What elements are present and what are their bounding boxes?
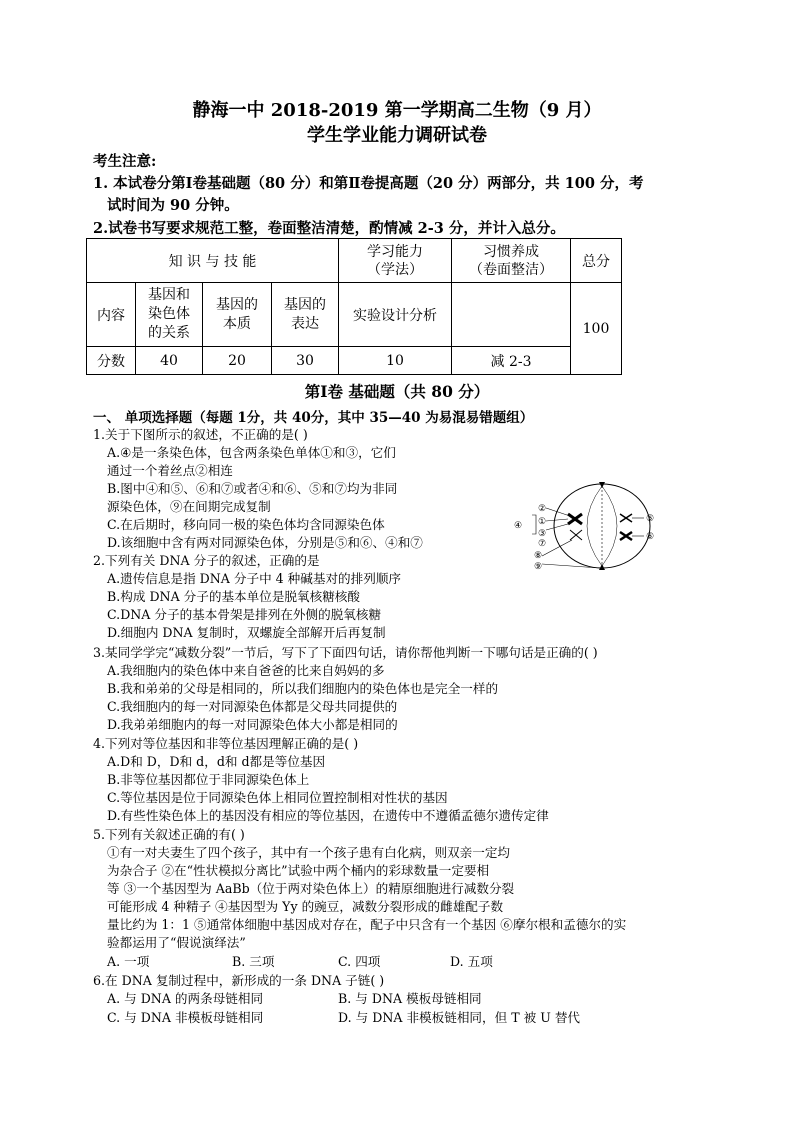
q6-option-b: B. 与 DNA 模板母链相同 bbox=[338, 991, 482, 1006]
spindle-fiber bbox=[587, 486, 602, 566]
centriole-top bbox=[599, 482, 605, 488]
content-cell-2: 基因的 本质 bbox=[203, 283, 272, 347]
q5-statement-line2: 为杂合子 ②在“性状模拟分离比”试验中两个桶内的彩球数量一定要相 bbox=[107, 863, 490, 878]
label-7: ⑦ bbox=[538, 539, 547, 549]
label-4: ④ bbox=[514, 521, 523, 531]
total-score: 100 bbox=[571, 283, 622, 375]
q1-stem: 1.关于下图所示的叙述，不正确的是( ) bbox=[93, 427, 308, 442]
row-label-content: 内容 bbox=[87, 283, 136, 347]
q3-stem: 3.某同学学完“减数分裂”一节后，写下了下面四句话，请你帮他判断一下哪句话是正确的( ) bbox=[93, 645, 598, 660]
cell-division-figure bbox=[512, 478, 662, 574]
label-6: ⑥ bbox=[646, 532, 655, 542]
label-2: ② bbox=[538, 504, 547, 514]
q5-statement-line3: 等 ③一个基因型为 AaBb（位于两对染色体上）的精原细胞进行减数分裂 bbox=[107, 881, 515, 896]
score-table bbox=[86, 238, 622, 375]
q3-option-c: C.我细胞内的每一对同源染色体都是父母共同提供的 bbox=[107, 699, 398, 714]
header-ability: 学习能力 （学法） bbox=[339, 239, 452, 283]
q4-option-c: C.等位基因是位于同源染色体上相同位置控制相对性状的基因 bbox=[107, 790, 448, 805]
q3-option-d: D.我弟弟细胞内的每一对同源染色体大小都是相同的 bbox=[107, 717, 398, 732]
q1-option-c: C.在后期时，移向同一极的染色体均含同源染色体 bbox=[107, 517, 385, 532]
content-cell-1: 基因和 染色体 的关系 bbox=[136, 283, 203, 347]
q5-option-a: A. 一项 bbox=[107, 954, 150, 969]
label-9: ⑨ bbox=[534, 562, 543, 572]
score-cell-5: 减 2-3 bbox=[452, 347, 571, 375]
header-knowledge: 知 识 与 技 能 bbox=[87, 239, 339, 283]
q6-option-d: D. 与 DNA 非模板链相同，但 T 被 U 替代 bbox=[338, 1010, 581, 1025]
q3-option-a: A.我细胞内的染色体中来自爸爸的比来自妈妈的多 bbox=[107, 663, 385, 678]
q1-option-d: D.该细胞中含有两对同源染色体，分别是⑤和⑥、④和⑦ bbox=[107, 535, 423, 550]
q2-option-d: D.细胞内 DNA 复制时，双螺旋全部解开后再复制 bbox=[107, 625, 386, 640]
notice-item1-cont: 试时间为 90 分钟。 bbox=[107, 197, 239, 214]
row-label-score: 分数 bbox=[87, 347, 136, 375]
q6-stem: 6.在 DNA 复制过程中，新形成的一条 DNA 子链( ) bbox=[93, 973, 385, 988]
q5-option-b: B. 三项 bbox=[232, 954, 275, 969]
q5-statement-line5: 量比约为 1：1 ⑤通常体细胞中基因成对存在，配子中只含有一个基因 ⑥摩尔根和孟德尔的实 bbox=[107, 917, 627, 932]
q4-option-a: A.D和 D，D和 d，d和 d都是等位基因 bbox=[107, 754, 326, 769]
q5-option-c: C. 四项 bbox=[338, 954, 381, 969]
content-cell-4: 实验设计分析 bbox=[339, 283, 452, 347]
q2-stem: 2.下列有关 DNA 分子的叙述，正确的是 bbox=[93, 553, 320, 568]
centriole-bottom bbox=[599, 564, 605, 570]
q5-stem: 5.下列有关叙述正确的有( ) bbox=[93, 827, 245, 842]
content-cell-5 bbox=[452, 283, 571, 347]
exam-title-line1: 静海一中 2018-2019 第一学期高二生物（9 月） bbox=[192, 100, 602, 121]
q2-option-b: B.构成 DNA 分子的基本单位是脱氧核糖核酸 bbox=[107, 589, 360, 604]
label-1: ① bbox=[538, 517, 547, 527]
score-cell-3: 30 bbox=[272, 347, 339, 375]
part-heading: 一、 单项选择题（每题 1分，共 40分，其中 35—40 为易混易错题组） bbox=[93, 410, 534, 426]
notice-item2: 2.试卷书写要求规范工整，卷面整洁清楚，酌情减 2-3 分，并计入总分。 bbox=[93, 220, 565, 237]
q3-option-b: B.我和弟弟的父母是相同的，所以我们细胞内的染色体也是完全一样的 bbox=[107, 681, 499, 696]
q5-option-d: D. 五项 bbox=[450, 954, 493, 969]
label-5: ⑤ bbox=[646, 514, 655, 524]
content-cell-3: 基因的 表达 bbox=[272, 283, 339, 347]
q5-statement-line1: ①有一对夫妻生了四个孩子，其中有一个孩子患有白化病，则双亲一定均 bbox=[107, 845, 510, 860]
q2-option-c: C.DNA 分子的基本骨架是排列在外侧的脱氧核糖 bbox=[107, 607, 382, 622]
q5-statement-line4: 可能形成 4 种精子 ④基因型为 Yy 的豌豆，减数分裂形成的雌雄配子数 bbox=[107, 899, 504, 914]
chromosome-7 bbox=[570, 530, 582, 540]
header-habit: 习惯养成 （卷面整洁） bbox=[452, 239, 571, 283]
q2-option-a: A.遗传信息是指 DNA 分子中 4 种碱基对的排列顺序 bbox=[107, 571, 402, 586]
q5-statement-line6: 验都运用了“假说演绎法” bbox=[107, 935, 246, 950]
q1-option-a-cont: 通过一个着丝点②相连 bbox=[107, 463, 233, 478]
header-total: 总分 bbox=[571, 239, 622, 283]
q6-option-c: C. 与 DNA 非模板母链相同 bbox=[107, 1010, 264, 1025]
section-title: 第Ⅰ卷 基础题（共 80 分） bbox=[304, 382, 490, 401]
q1-option-b-cont: 源染色体，⑨在间期完成复制 bbox=[107, 499, 271, 514]
notice-heading: 考生注意: bbox=[93, 153, 157, 170]
score-cell-2: 20 bbox=[203, 347, 272, 375]
q1-option-a: A.④是一条染色体，包含两条染色单体①和③，它们 bbox=[107, 445, 396, 460]
score-cell-4: 10 bbox=[339, 347, 452, 375]
chromosome-4 bbox=[568, 514, 582, 524]
q4-stem: 4.下列对等位基因和非等位基因理解正确的是( ) bbox=[93, 736, 359, 751]
q4-option-d: D.有些性染色体上的基因没有相应的等位基因，在遗传中不遵循孟德尔遗传定律 bbox=[107, 808, 549, 823]
q6-option-a: A. 与 DNA 的两条母链相同 bbox=[107, 991, 264, 1006]
label-8: ⑧ bbox=[534, 551, 543, 561]
notice-item1: 1. 本试卷分第Ⅰ卷基础题（80 分）和第Ⅱ卷提高题（20 分）两部分，共 100 分，考 bbox=[93, 175, 644, 192]
chromosome-5 bbox=[620, 514, 632, 522]
spindle-fiber bbox=[602, 486, 617, 566]
chromosome-6 bbox=[620, 532, 632, 540]
q4-option-b: B.非等位基因都位于非同源染色体上 bbox=[107, 772, 310, 787]
q1-option-b: B.图中④和⑤、⑥和⑦或者④和⑥、⑤和⑦均为非同 bbox=[107, 481, 398, 496]
label-3: ③ bbox=[538, 529, 547, 539]
score-cell-1: 40 bbox=[136, 347, 203, 375]
exam-title-line2: 学生学业能力调研试卷 bbox=[307, 125, 487, 146]
